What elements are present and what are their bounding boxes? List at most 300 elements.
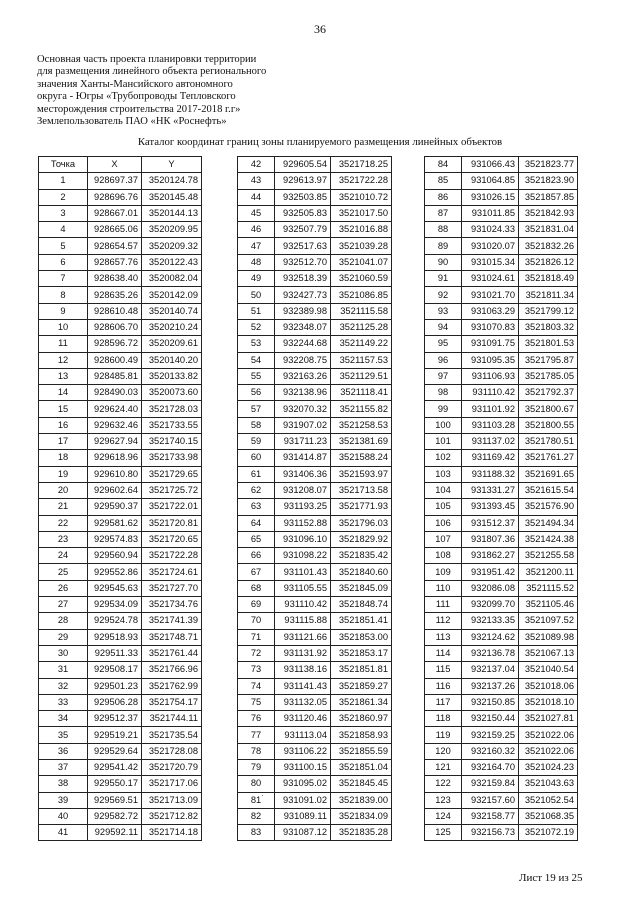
table-row xyxy=(39,450,202,466)
y-coordinate-cell: 3521010.72 xyxy=(331,189,392,205)
point-number-cell: 59 xyxy=(238,434,275,450)
table-row xyxy=(425,385,578,401)
y-coordinate-cell: 3521835.28 xyxy=(331,825,392,841)
y-coordinate-cell: 3520140.20 xyxy=(142,352,202,368)
column-header-y: Y xyxy=(142,157,202,173)
x-coordinate-cell: 932137.26 xyxy=(462,678,519,694)
table-row xyxy=(238,564,392,580)
x-coordinate-cell: 932099.70 xyxy=(462,597,519,613)
x-coordinate-cell: 931089.11 xyxy=(275,808,331,824)
y-coordinate-cell: 3521727.70 xyxy=(142,580,202,596)
point-number-cell: 83 xyxy=(238,825,275,841)
y-coordinate-cell: 3521855.59 xyxy=(331,743,392,759)
point-number-cell: 58 xyxy=(238,417,275,433)
point-number-cell: 112 xyxy=(425,613,462,629)
table-row xyxy=(39,548,202,564)
y-coordinate-cell: 3521799.12 xyxy=(519,303,578,319)
x-coordinate-cell: 932156.73 xyxy=(462,825,519,841)
table-row xyxy=(238,401,392,417)
table-row xyxy=(39,303,202,319)
point-number-cell: 1 xyxy=(39,173,88,189)
table-row xyxy=(238,743,392,759)
table-row xyxy=(425,629,578,645)
point-number-cell: 48 xyxy=(238,254,275,270)
x-coordinate-cell: 931115.88 xyxy=(275,613,331,629)
y-coordinate-cell: 3521744.11 xyxy=(142,711,202,727)
x-coordinate-cell: 932164.70 xyxy=(462,759,519,775)
x-coordinate-cell: 931026.15 xyxy=(462,189,519,205)
y-coordinate-cell: 3520140.74 xyxy=(142,303,202,319)
x-coordinate-cell: 931066.43 xyxy=(462,157,519,173)
x-coordinate-cell: 932163.26 xyxy=(275,368,331,384)
y-coordinate-cell: 3521258.53 xyxy=(331,417,392,433)
x-coordinate-cell: 931106.93 xyxy=(462,368,519,384)
table-row xyxy=(39,645,202,661)
x-coordinate-cell: 928635.26 xyxy=(88,287,142,303)
point-number-cell: 93 xyxy=(425,303,462,319)
table-row xyxy=(425,662,578,678)
table-row xyxy=(238,776,392,792)
x-coordinate-cell: 931121.66 xyxy=(275,629,331,645)
point-number-cell: 81 xyxy=(238,792,275,808)
y-coordinate-cell: 3521129.51 xyxy=(331,368,392,384)
x-coordinate-cell: 932150.85 xyxy=(462,694,519,710)
x-coordinate-cell: 931105.55 xyxy=(275,580,331,596)
point-number-cell: 35 xyxy=(39,727,88,743)
point-number-cell: 7 xyxy=(39,271,88,287)
point-number-cell: 98 xyxy=(425,385,462,401)
x-coordinate-cell: 931101.92 xyxy=(462,401,519,417)
y-coordinate-cell: 3521766.96 xyxy=(142,662,202,678)
y-coordinate-cell: 3521829.92 xyxy=(331,531,392,547)
y-coordinate-cell: 3521027.81 xyxy=(519,711,578,727)
point-number-cell: 71 xyxy=(238,629,275,645)
point-number-cell: 15 xyxy=(39,401,88,417)
y-coordinate-cell: 3521722.01 xyxy=(142,499,202,515)
x-coordinate-cell: 928600.49 xyxy=(88,352,142,368)
y-coordinate-cell: 3521717.06 xyxy=(142,776,202,792)
y-coordinate-cell: 3521741.39 xyxy=(142,613,202,629)
table-row xyxy=(425,157,578,173)
y-coordinate-cell: 3521832.26 xyxy=(519,238,578,254)
table-row xyxy=(425,352,578,368)
y-coordinate-cell: 3520133.82 xyxy=(142,368,202,384)
y-coordinate-cell: 3521748.71 xyxy=(142,629,202,645)
x-coordinate-cell: 931098.22 xyxy=(275,548,331,564)
table-row xyxy=(238,385,392,401)
x-coordinate-cell: 932389.98 xyxy=(275,303,331,319)
point-number-cell: 33 xyxy=(39,694,88,710)
y-coordinate-cell: 3521861.34 xyxy=(331,694,392,710)
table-row xyxy=(425,727,578,743)
table-row xyxy=(238,417,392,433)
table-row xyxy=(425,776,578,792)
x-coordinate-cell: 931132.05 xyxy=(275,694,331,710)
x-coordinate-cell: 931188.32 xyxy=(462,466,519,482)
y-coordinate-cell: 3521840.60 xyxy=(331,564,392,580)
y-coordinate-cell: 3521860.97 xyxy=(331,711,392,727)
table-row xyxy=(238,222,392,238)
table-row xyxy=(425,222,578,238)
table-row xyxy=(425,499,578,515)
x-coordinate-cell: 929632.46 xyxy=(88,417,142,433)
x-coordinate-cell: 932244.68 xyxy=(275,336,331,352)
point-number-cell: 72 xyxy=(238,645,275,661)
point-number-cell: 84 xyxy=(425,157,462,173)
point-number-cell: 3 xyxy=(39,205,88,221)
y-coordinate-cell: 3521720.65 xyxy=(142,531,202,547)
y-coordinate-cell: 3521424.38 xyxy=(519,531,578,547)
y-coordinate-cell: 3521801.53 xyxy=(519,336,578,352)
table-row xyxy=(425,597,578,613)
table-body xyxy=(39,173,202,841)
y-coordinate-cell: 3521040.54 xyxy=(519,662,578,678)
y-coordinate-cell: 3521728.08 xyxy=(142,743,202,759)
table-row xyxy=(39,499,202,515)
table-row xyxy=(39,678,202,694)
x-coordinate-cell: 931137.02 xyxy=(462,434,519,450)
y-coordinate-cell: 3521712.82 xyxy=(142,808,202,824)
table-row xyxy=(238,662,392,678)
y-coordinate-cell: 3521718.25 xyxy=(331,157,392,173)
point-number-cell: 51 xyxy=(238,303,275,319)
header-line: Основная часть проекта планировки территории xyxy=(37,54,257,65)
point-number-cell: 47 xyxy=(238,238,275,254)
x-coordinate-cell: 932505.83 xyxy=(275,205,331,221)
x-coordinate-cell: 928606.70 xyxy=(88,319,142,335)
point-number-cell: 9 xyxy=(39,303,88,319)
x-coordinate-cell: 929545.63 xyxy=(88,580,142,596)
y-coordinate-cell: 3521734.76 xyxy=(142,597,202,613)
point-number-cell: 60 xyxy=(238,450,275,466)
table-row xyxy=(425,580,578,596)
x-coordinate-cell: 932518.39 xyxy=(275,271,331,287)
table-row xyxy=(238,238,392,254)
x-coordinate-cell: 931095.35 xyxy=(462,352,519,368)
table-row xyxy=(39,808,202,824)
x-coordinate-cell: 931138.16 xyxy=(275,662,331,678)
table-row xyxy=(425,238,578,254)
x-coordinate-cell: 929582.72 xyxy=(88,808,142,824)
table-row xyxy=(238,189,392,205)
point-number-cell: 11 xyxy=(39,336,88,352)
x-coordinate-cell: 931141.43 xyxy=(275,678,331,694)
y-coordinate-cell: 3521089.98 xyxy=(519,629,578,645)
point-number-cell: 10 xyxy=(39,319,88,335)
y-coordinate-cell: 3521762.99 xyxy=(142,678,202,694)
table-row xyxy=(238,645,392,661)
header-line: округа - Югры «Трубопроводы Тепловского xyxy=(37,91,236,103)
table-row xyxy=(425,417,578,433)
y-coordinate-cell: 3521792.37 xyxy=(519,385,578,401)
y-coordinate-cell: 3521839.00 xyxy=(331,792,392,808)
table-row xyxy=(425,792,578,808)
y-coordinate-cell: 3521713.09 xyxy=(142,792,202,808)
x-coordinate-cell: 929508.17 xyxy=(88,662,142,678)
x-coordinate-cell: 929574.83 xyxy=(88,531,142,547)
table-row xyxy=(238,287,392,303)
point-number-cell: 13 xyxy=(39,368,88,384)
y-coordinate-cell: 3521835.42 xyxy=(331,548,392,564)
x-coordinate-cell: 932160.32 xyxy=(462,743,519,759)
table-row xyxy=(39,238,202,254)
table-row xyxy=(238,336,392,352)
table-row xyxy=(425,548,578,564)
y-coordinate-cell: 3521615.54 xyxy=(519,482,578,498)
x-coordinate-cell: 928638.40 xyxy=(88,271,142,287)
point-number-cell: 70 xyxy=(238,613,275,629)
table-row xyxy=(39,515,202,531)
x-coordinate-cell: 929569.51 xyxy=(88,792,142,808)
x-coordinate-cell: 931331.27 xyxy=(462,482,519,498)
table-row xyxy=(238,597,392,613)
point-number-cell: 64 xyxy=(238,515,275,531)
x-coordinate-cell: 931169.42 xyxy=(462,450,519,466)
point-number-cell: 66 xyxy=(238,548,275,564)
y-coordinate-cell: 3520082.04 xyxy=(142,271,202,287)
table-row xyxy=(238,825,392,841)
y-coordinate-cell: 3521834.09 xyxy=(331,808,392,824)
table-row xyxy=(39,629,202,645)
table-row xyxy=(425,434,578,450)
sheet-footer: Лист 19 из 25 xyxy=(519,872,583,884)
table-row xyxy=(39,222,202,238)
table-row xyxy=(238,450,392,466)
point-number-cell: 69 xyxy=(238,597,275,613)
x-coordinate-cell: 928654.57 xyxy=(88,238,142,254)
table-row xyxy=(39,580,202,596)
y-coordinate-cell: 3521052.54 xyxy=(519,792,578,808)
table-row xyxy=(238,613,392,629)
x-coordinate-cell: 929524.78 xyxy=(88,613,142,629)
y-coordinate-cell: 3521733.55 xyxy=(142,417,202,433)
table-row xyxy=(425,694,578,710)
point-number-cell: 14 xyxy=(39,385,88,401)
table-row xyxy=(39,319,202,335)
table-row xyxy=(425,645,578,661)
x-coordinate-cell: 928485.81 xyxy=(88,368,142,384)
table-row xyxy=(425,743,578,759)
table-row xyxy=(238,319,392,335)
x-coordinate-cell: 931024.61 xyxy=(462,271,519,287)
y-coordinate-cell: 3521823.90 xyxy=(519,173,578,189)
x-coordinate-cell: 931393.45 xyxy=(462,499,519,515)
table-row xyxy=(425,368,578,384)
y-coordinate-cell: 3520209.32 xyxy=(142,238,202,254)
point-number-cell: 111 xyxy=(425,597,462,613)
point-number-cell: 34 xyxy=(39,711,88,727)
point-number-cell: 24 xyxy=(39,548,88,564)
table-row xyxy=(425,711,578,727)
x-coordinate-cell: 931862.27 xyxy=(462,548,519,564)
point-number-cell: 114 xyxy=(425,645,462,661)
point-number-cell: 80 xyxy=(238,776,275,792)
x-coordinate-cell: 931070.83 xyxy=(462,319,519,335)
y-coordinate-cell: 3521722.28 xyxy=(331,173,392,189)
table-row xyxy=(238,434,392,450)
x-coordinate-cell: 929512.37 xyxy=(88,711,142,727)
point-number-cell: 32 xyxy=(39,678,88,694)
x-coordinate-cell: 928667.01 xyxy=(88,205,142,221)
y-coordinate-cell: 3521795.87 xyxy=(519,352,578,368)
header-line: для размещения линейного объекта регионального xyxy=(37,66,267,78)
point-number-cell: 26 xyxy=(39,580,88,596)
x-coordinate-cell: 932137.04 xyxy=(462,662,519,678)
x-coordinate-cell: 931193.25 xyxy=(275,499,331,515)
x-coordinate-cell: 928657.76 xyxy=(88,254,142,270)
table-row xyxy=(39,711,202,727)
table-row xyxy=(425,466,578,482)
x-coordinate-cell: 932086.08 xyxy=(462,580,519,596)
table-row xyxy=(39,662,202,678)
table-row xyxy=(238,694,392,710)
point-number-cell: 40 xyxy=(39,808,88,824)
y-coordinate-cell: 3521728.03 xyxy=(142,401,202,417)
table-row xyxy=(39,743,202,759)
y-coordinate-cell: 3521853.17 xyxy=(331,645,392,661)
table-row xyxy=(425,531,578,547)
table-row xyxy=(425,678,578,694)
point-number-cell: 122 xyxy=(425,776,462,792)
point-number-cell: 109 xyxy=(425,564,462,580)
point-number-cell: 74 xyxy=(238,678,275,694)
table-row xyxy=(39,254,202,270)
point-number-cell: 18 xyxy=(39,450,88,466)
y-coordinate-cell: 3521097.52 xyxy=(519,613,578,629)
point-number-cell: 29 xyxy=(39,629,88,645)
header-line: Землепользователь ПАО «НК «Роснефть» xyxy=(37,116,227,128)
table-row xyxy=(425,808,578,824)
x-coordinate-cell: 932124.62 xyxy=(462,629,519,645)
point-number-cell: 16 xyxy=(39,417,88,433)
x-coordinate-cell: 929605.54 xyxy=(275,157,331,173)
table-row xyxy=(425,189,578,205)
y-coordinate-cell: 3521200.11 xyxy=(519,564,578,580)
table-row xyxy=(425,759,578,775)
point-number-cell: 28 xyxy=(39,613,88,629)
y-coordinate-cell: 3521576.90 xyxy=(519,499,578,515)
x-coordinate-cell: 928697.37 xyxy=(88,173,142,189)
point-number-cell: 96 xyxy=(425,352,462,368)
y-coordinate-cell: 3521851.41 xyxy=(331,613,392,629)
y-coordinate-cell: 3521720.81 xyxy=(142,515,202,531)
table-body xyxy=(238,157,392,841)
y-coordinate-cell: 3521714.18 xyxy=(142,825,202,841)
point-number-cell: 116 xyxy=(425,678,462,694)
point-number-cell: 57 xyxy=(238,401,275,417)
point-number-cell: 78 xyxy=(238,743,275,759)
y-coordinate-cell: 3521060.59 xyxy=(331,271,392,287)
table-row xyxy=(39,352,202,368)
x-coordinate-cell: 931414.87 xyxy=(275,450,331,466)
x-coordinate-cell: 932512.70 xyxy=(275,254,331,270)
header-line: месторождения строительства 2017-2018 г.г» xyxy=(37,103,241,115)
y-coordinate-cell: 3521016.88 xyxy=(331,222,392,238)
x-coordinate-cell: 929618.96 xyxy=(88,450,142,466)
x-coordinate-cell: 931101.43 xyxy=(275,564,331,580)
point-number-cell: 118 xyxy=(425,711,462,727)
point-number-cell: 75 xyxy=(238,694,275,710)
header-line: значения Ханты-Мансийского автономного xyxy=(37,78,233,90)
table-row xyxy=(238,157,392,173)
y-coordinate-cell: 3521105.46 xyxy=(519,597,578,613)
document-header xyxy=(37,54,337,128)
x-coordinate-cell: 928596.72 xyxy=(88,336,142,352)
table-row xyxy=(39,759,202,775)
x-coordinate-cell: 929581.62 xyxy=(88,515,142,531)
x-coordinate-cell: 929610.80 xyxy=(88,466,142,482)
y-coordinate-cell: 3521729.65 xyxy=(142,466,202,482)
point-number-cell: 62 xyxy=(238,482,275,498)
y-coordinate-cell: 3521845.09 xyxy=(331,580,392,596)
table-row xyxy=(39,613,202,629)
table-row xyxy=(238,580,392,596)
y-coordinate-cell: 3521118.41 xyxy=(331,385,392,401)
x-coordinate-cell: 931907.02 xyxy=(275,417,331,433)
x-coordinate-cell: 929613.97 xyxy=(275,173,331,189)
point-number-cell: 120 xyxy=(425,743,462,759)
point-number-cell: 125 xyxy=(425,825,462,841)
y-coordinate-cell: 3521857.85 xyxy=(519,189,578,205)
y-coordinate-cell: 3521381.69 xyxy=(331,434,392,450)
x-coordinate-cell: 931063.29 xyxy=(462,303,519,319)
y-coordinate-cell: 3521018.06 xyxy=(519,678,578,694)
coordinates-table-1 xyxy=(38,156,202,841)
x-coordinate-cell: 929501.23 xyxy=(88,678,142,694)
point-number-cell: 5 xyxy=(39,238,88,254)
y-coordinate-cell: 3521796.03 xyxy=(331,515,392,531)
x-coordinate-cell: 929511.33 xyxy=(88,645,142,661)
point-number-cell: 102 xyxy=(425,450,462,466)
x-coordinate-cell: 931711.23 xyxy=(275,434,331,450)
y-coordinate-cell: 3521691.65 xyxy=(519,466,578,482)
table-row xyxy=(39,434,202,450)
point-number-cell: 43 xyxy=(238,173,275,189)
y-coordinate-cell: 3521800.55 xyxy=(519,417,578,433)
point-number-cell: 119 xyxy=(425,727,462,743)
point-number-cell: 45 xyxy=(238,205,275,221)
y-coordinate-cell: 3521785.05 xyxy=(519,368,578,384)
x-coordinate-cell: 932503.85 xyxy=(275,189,331,205)
point-number-cell: 76 xyxy=(238,711,275,727)
table-row xyxy=(39,173,202,189)
y-coordinate-cell: 3521022.06 xyxy=(519,743,578,759)
point-number-cell: 77 xyxy=(238,727,275,743)
point-number-cell: 104 xyxy=(425,482,462,498)
y-coordinate-cell: 3521740.15 xyxy=(142,434,202,450)
table-row xyxy=(238,711,392,727)
point-number-cell: 92 xyxy=(425,287,462,303)
x-coordinate-cell: 929552.86 xyxy=(88,564,142,580)
point-number-cell: 20 xyxy=(39,482,88,498)
y-coordinate-cell: 3521068.35 xyxy=(519,808,578,824)
point-number-cell: 95 xyxy=(425,336,462,352)
y-coordinate-cell: 3521155.82 xyxy=(331,401,392,417)
x-coordinate-cell: 929624.40 xyxy=(88,401,142,417)
point-number-cell: 121 xyxy=(425,759,462,775)
y-coordinate-cell: 3520209.95 xyxy=(142,222,202,238)
y-coordinate-cell: 3521780.51 xyxy=(519,434,578,450)
table-row xyxy=(238,515,392,531)
x-coordinate-cell: 929590.37 xyxy=(88,499,142,515)
table-row xyxy=(39,825,202,841)
y-coordinate-cell: 3521125.28 xyxy=(331,319,392,335)
y-coordinate-cell: 3521022.06 xyxy=(519,727,578,743)
point-number-cell: 101 xyxy=(425,434,462,450)
table-row xyxy=(39,531,202,547)
y-coordinate-cell: 3521018.10 xyxy=(519,694,578,710)
point-number-cell: 100 xyxy=(425,417,462,433)
